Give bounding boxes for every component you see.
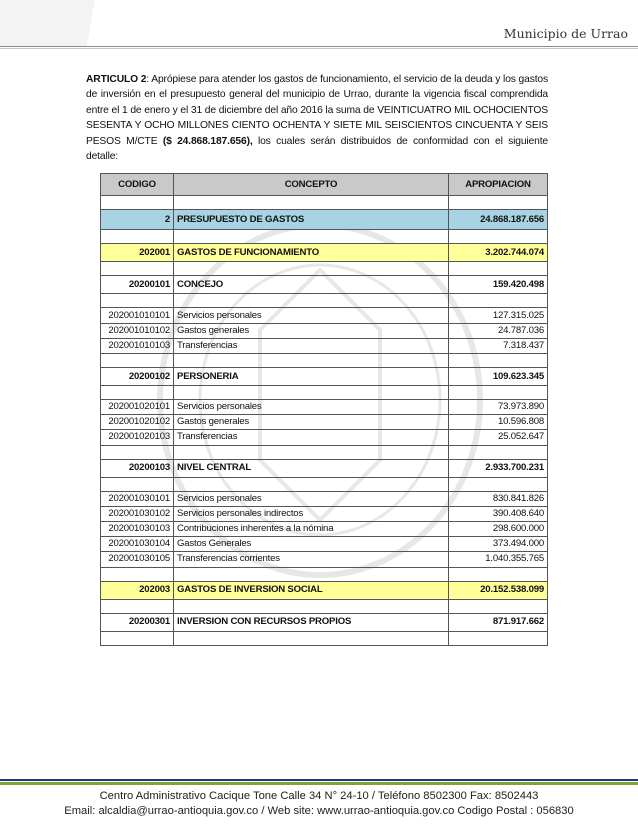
table-row-blank xyxy=(101,599,548,613)
cell-code: 202001020103 xyxy=(101,430,174,445)
cell-amount xyxy=(449,631,548,645)
cell-concept xyxy=(174,230,449,244)
table-row-blank xyxy=(101,294,548,308)
article-text-b: los cuales serán distribuidos de conformidad con el siguiente detalle: xyxy=(86,135,548,163)
cell-code: 20200103 xyxy=(101,459,174,477)
cell-amount: 871.917.662 xyxy=(449,613,548,631)
table-row xyxy=(101,338,548,353)
cell-code: 202001030105 xyxy=(101,552,174,567)
table-row xyxy=(101,244,548,262)
cell-code: 202001010101 xyxy=(101,308,174,323)
header-rule xyxy=(0,46,638,49)
cell-amount: 20.152.538.099 xyxy=(449,581,548,599)
header-code: CODIGO xyxy=(101,174,174,196)
table-row xyxy=(101,459,548,477)
cell-amount: 830.841.826 xyxy=(449,491,548,506)
cell-amount xyxy=(449,567,548,581)
table-row xyxy=(101,276,548,294)
cell-amount: 25.052.647 xyxy=(449,430,548,445)
article-text-a: : Aprópiese para atender los gastos de funcionamiento, el servicio de la deuda y los gastos de inversión en el presupuesto general del municipio de Urrao, durante la vigencia fiscal comprendida entre el 1 de enero y el 31 de diciembre del año 2016 la suma de VEINTICUATRO MIL OCHOCIENTOS SESENTA Y OCHO MILLONES CIENTO OCHENTA Y SIETE MIL SEISCIENTOS CINCUENTA Y SEIS PESOS M/CTE xyxy=(86,74,548,147)
table-row xyxy=(101,308,548,323)
cell-amount xyxy=(449,230,548,244)
article-amount: ($ 24.868.187.656), xyxy=(162,135,253,147)
cell-code xyxy=(101,477,174,491)
cell-amount xyxy=(449,354,548,368)
cell-amount xyxy=(449,196,548,210)
table-row-blank xyxy=(101,196,548,210)
municipality-name: Municipio de Urrao xyxy=(503,26,628,41)
cell-code xyxy=(101,196,174,210)
cell-code: 202001030104 xyxy=(101,537,174,552)
cell-code: 202001 xyxy=(101,244,174,262)
budget-table-body xyxy=(101,196,548,645)
cell-code: 202001010102 xyxy=(101,323,174,338)
table-row xyxy=(101,581,548,599)
footer-address: Centro Administrativo Cacique Tone Calle 34 N° 24-10 / Teléfono 8502300 Fax: 8502443 xyxy=(99,790,539,802)
cell-concept: Servicios personales indirectos xyxy=(174,506,449,521)
cell-concept: GASTOS DE INVERSION SOCIAL xyxy=(174,581,449,599)
cell-amount xyxy=(449,386,548,400)
cell-concept: NIVEL CENTRAL xyxy=(174,459,449,477)
footer-contact: Email: alcaldia@urrao-antioquia.gov.co / Web site: www.urrao-antioquia.gov.co Codigo Postal : 056830 xyxy=(64,805,574,817)
cell-concept xyxy=(174,386,449,400)
cell-amount: 127.315.025 xyxy=(449,308,548,323)
table-row xyxy=(101,430,548,445)
cell-concept: Servicios personales xyxy=(174,308,449,323)
cell-code: 202003 xyxy=(101,581,174,599)
budget-table xyxy=(100,173,548,645)
cell-concept xyxy=(174,445,449,459)
cell-concept: Gastos generales xyxy=(174,415,449,430)
table-row-blank xyxy=(101,354,548,368)
cell-code: 202001030102 xyxy=(101,506,174,521)
table-row-blank xyxy=(101,445,548,459)
cell-concept: Transferencias corrientes xyxy=(174,552,449,567)
cell-code: 2 xyxy=(101,210,174,230)
cell-concept xyxy=(174,477,449,491)
table-row xyxy=(101,323,548,338)
table-row xyxy=(101,537,548,552)
cell-code: 202001020102 xyxy=(101,415,174,430)
table-row-blank xyxy=(101,386,548,400)
table-row-blank xyxy=(101,567,548,581)
document-body xyxy=(86,72,548,646)
header-amount: APROPIACION xyxy=(449,174,548,196)
cell-concept xyxy=(174,599,449,613)
cell-amount xyxy=(449,599,548,613)
cell-concept: Transferencias xyxy=(174,430,449,445)
cell-concept: Gastos Generales xyxy=(174,537,449,552)
cell-concept xyxy=(174,196,449,210)
table-row xyxy=(101,491,548,506)
cell-code xyxy=(101,445,174,459)
cell-amount: 159.420.498 xyxy=(449,276,548,294)
cell-concept xyxy=(174,631,449,645)
cell-amount: 390.408.640 xyxy=(449,506,548,521)
cell-amount: 7.318.437 xyxy=(449,338,548,353)
cell-amount: 2.933.700.231 xyxy=(449,459,548,477)
cell-concept xyxy=(174,262,449,276)
cell-code xyxy=(101,262,174,276)
cell-code: 202001030101 xyxy=(101,491,174,506)
cell-code xyxy=(101,567,174,581)
cell-amount: 109.623.345 xyxy=(449,368,548,386)
cell-concept xyxy=(174,354,449,368)
cell-amount xyxy=(449,477,548,491)
cell-amount: 298.600.000 xyxy=(449,521,548,536)
cell-code: 202001030103 xyxy=(101,521,174,536)
cell-concept: Gastos generales xyxy=(174,323,449,338)
cell-amount xyxy=(449,445,548,459)
cell-amount: 3.202.744.074 xyxy=(449,244,548,262)
cell-amount: 10.596.808 xyxy=(449,415,548,430)
article-label: ARTICULO 2 xyxy=(86,74,147,85)
table-row-blank xyxy=(101,631,548,645)
cell-amount: 24.868.187.656 xyxy=(449,210,548,230)
cell-code xyxy=(101,631,174,645)
cell-concept xyxy=(174,567,449,581)
cell-concept: CONCEJO xyxy=(174,276,449,294)
table-header-row xyxy=(101,174,548,196)
cell-concept: Transferencias xyxy=(174,338,449,353)
cell-code xyxy=(101,230,174,244)
cell-concept: PRESUPUESTO DE GASTOS xyxy=(174,210,449,230)
table-row xyxy=(101,415,548,430)
header-emblem-area xyxy=(0,0,150,46)
cell-concept: Contribuciones inherentes a la nómina xyxy=(174,521,449,536)
cell-amount: 373.494.000 xyxy=(449,537,548,552)
cell-concept: Servicios personales xyxy=(174,491,449,506)
header-concept: CONCEPTO xyxy=(174,174,449,196)
cell-concept: PERSONERIA xyxy=(174,368,449,386)
cell-code xyxy=(101,294,174,308)
cell-amount xyxy=(449,294,548,308)
cell-code xyxy=(101,354,174,368)
table-row xyxy=(101,400,548,415)
cell-concept: GASTOS DE FUNCIONAMIENTO xyxy=(174,244,449,262)
cell-amount: 73.973.890 xyxy=(449,400,548,415)
cell-code: 202001020101 xyxy=(101,400,174,415)
cell-amount xyxy=(449,262,548,276)
cell-amount: 24.787.036 xyxy=(449,323,548,338)
table-row xyxy=(101,552,548,567)
cell-code: 20200102 xyxy=(101,368,174,386)
table-row xyxy=(101,210,548,230)
cell-concept: Servicios personales xyxy=(174,400,449,415)
cell-code xyxy=(101,386,174,400)
cell-code: 20200101 xyxy=(101,276,174,294)
cell-code xyxy=(101,599,174,613)
table-row-blank xyxy=(101,477,548,491)
cell-concept: INVERSION CON RECURSOS PROPIOS xyxy=(174,613,449,631)
table-row xyxy=(101,506,548,521)
footer-rule xyxy=(0,779,638,785)
cell-code: 20200301 xyxy=(101,613,174,631)
article-paragraph xyxy=(86,72,548,164)
table-row xyxy=(101,521,548,536)
table-row-blank xyxy=(101,262,548,276)
table-row-blank xyxy=(101,230,548,244)
table-row xyxy=(101,613,548,631)
table-row xyxy=(101,368,548,386)
cell-code: 202001010103 xyxy=(101,338,174,353)
cell-concept xyxy=(174,294,449,308)
cell-amount: 1.040.355.765 xyxy=(449,552,548,567)
